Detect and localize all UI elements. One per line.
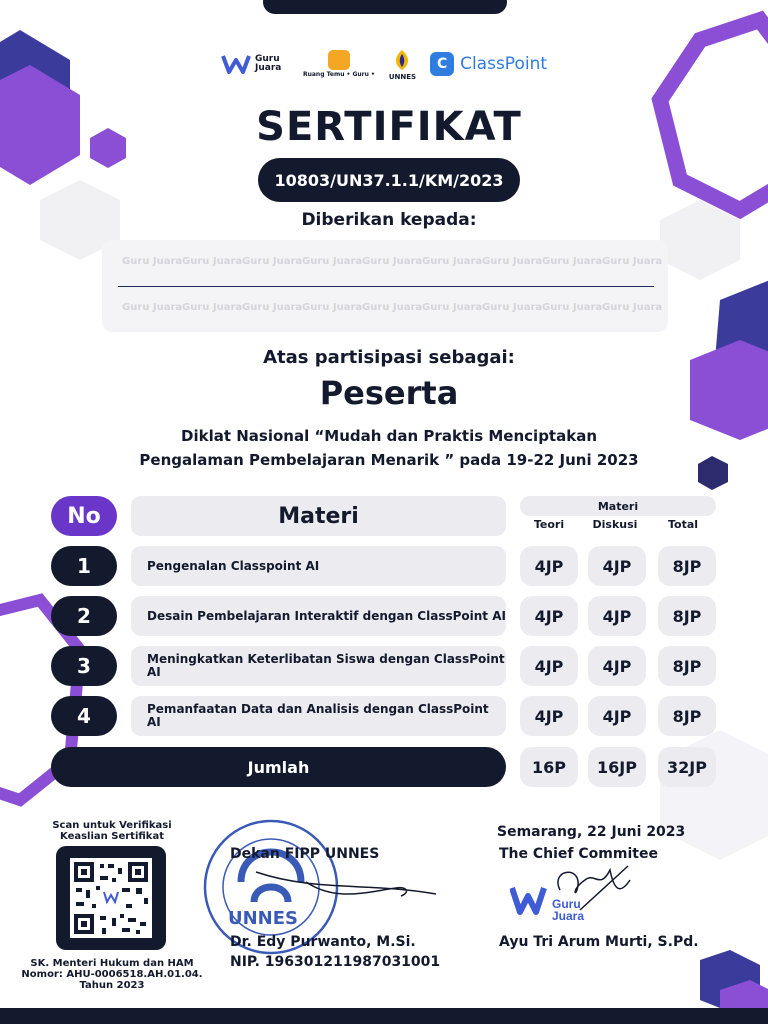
participation-label: Atas partisipasi sebagai: (263, 347, 515, 368)
table-header-materi: Materi (131, 496, 506, 536)
legal-line3: Tahun 2023 (79, 980, 145, 991)
watermark-text: Guru Juara (242, 302, 303, 313)
jumlah-teori: 16P (520, 747, 578, 787)
ruang-temu-guru-logo: Ruang Temu • Guru • (303, 50, 375, 78)
unnes-logo: UNNES (389, 48, 416, 81)
legal-info (20, 958, 204, 991)
jp-group-label: Materi (520, 496, 716, 516)
classpoint-logo: C ClassPoint (430, 52, 547, 76)
table-header-no: No (51, 496, 117, 536)
signer2-signature (510, 860, 640, 930)
row-number: 4 (51, 696, 117, 736)
signer1-nip: NIP. 196301211987031001 (230, 954, 441, 970)
watermark-text: Guru Juara (362, 302, 423, 313)
row-total: 8JP (658, 596, 716, 636)
signer2-name: Ayu Tri Arum Murti, S.Pd. (499, 934, 699, 950)
seal-label: UNNES (228, 908, 299, 929)
col-teori-label: Teori (533, 518, 565, 531)
qr-caption-line1: Scan untuk Verifikasi (52, 820, 172, 831)
ruang-temu-icon (328, 50, 350, 70)
watermark-text: Guru Juara (122, 256, 183, 267)
event-description-line2: Pengalaman Pembelajaran Menarik ” pada 19-22 Juni 2023 (139, 451, 639, 469)
col-diskusi-label: Diskusi (592, 518, 638, 531)
watermark-text: Guru Juara (482, 302, 543, 313)
row-teori: 4JP (520, 646, 578, 686)
row-materi: Pengenalan Classpoint AI (131, 546, 506, 586)
row-total: 8JP (658, 646, 716, 686)
watermark-text: Guru Juara (422, 302, 483, 313)
watermark-text: Guru Juara (302, 302, 363, 313)
row-materi: Meningkatkan Keterlibatan Siswa dengan ClassPoint AI (131, 646, 506, 686)
row-number: 1 (51, 546, 117, 586)
watermark-text: Guru Juara (302, 256, 363, 267)
watermark-text: Guru Juara (122, 302, 183, 313)
row-number: 2 (51, 596, 117, 636)
watermark-text: Guru Juara (482, 256, 543, 267)
row-teori: 4JP (520, 546, 578, 586)
qr-caption-line2: Keaslian Sertifikat (60, 831, 164, 842)
qr-code-icon (56, 846, 166, 950)
given-to-label: Diberikan kepada: (301, 210, 477, 230)
watermark-text: Guru Juara (182, 302, 243, 313)
signer2-title: The Chief Commitee (499, 846, 658, 862)
watermark-text: Guru Juara (542, 302, 603, 313)
svg-text:Juara: Juara (552, 909, 585, 923)
unnes-emblem-icon (389, 48, 415, 72)
row-diskusi: 4JP (588, 596, 646, 636)
row-materi: Pemanfaatan Data dan Analisis dengan ClassPoint AI (131, 696, 506, 736)
row-diskusi: 4JP (588, 646, 646, 686)
table-header-jp (520, 496, 716, 536)
event-description-line1: Diklat Nasional “Mudah dan Praktis Menciptakan (181, 427, 597, 445)
jumlah-diskusi: 16JP (588, 747, 646, 787)
watermark-text: Guru Juara (422, 256, 483, 267)
row-number: 3 (51, 646, 117, 686)
signer1-title: Dekan FIPP UNNES (230, 846, 380, 862)
watermark-text: Guru Juara (602, 256, 663, 267)
certificate-number: 10803/UN37.1.1/KM/2023 (258, 158, 520, 202)
qr-caption (30, 820, 194, 842)
certificate-title: SERTIFIKAT (256, 104, 522, 150)
signing-place-date: Semarang, 22 Juni 2023 (497, 824, 686, 840)
watermark-text: Guru Juara (602, 302, 663, 313)
jumlah-label: Jumlah (51, 747, 506, 787)
guru-juara-logo: Guru Juara (221, 52, 289, 76)
row-total: 8JP (658, 696, 716, 736)
watermark-text: Guru Juara (542, 256, 603, 267)
watermark-text: Guru Juara (182, 256, 243, 267)
name-underline (118, 286, 654, 287)
qr-code-frame[interactable] (56, 846, 166, 950)
jumlah-total: 32JP (658, 747, 716, 787)
watermark-text: Guru Juara (362, 256, 423, 267)
legal-line2: Nomor: AHU-0006518.AH.01.04. (21, 969, 203, 980)
row-teori: 4JP (520, 696, 578, 736)
row-diskusi: 4JP (588, 696, 646, 736)
row-diskusi: 4JP (588, 546, 646, 586)
col-total-label: Total (667, 518, 699, 531)
logo-row (0, 42, 768, 86)
watermark-text: Guru Juara (242, 256, 303, 267)
classpoint-icon: C (430, 52, 454, 76)
signer1-name: Dr. Edy Purwanto, M.Si. (230, 934, 416, 950)
legal-line1: SK. Menteri Hukum dan HAM (30, 958, 194, 969)
row-teori: 4JP (520, 596, 578, 636)
row-total: 8JP (658, 546, 716, 586)
guru-juara-icon (221, 52, 251, 76)
svg-text:Guru: Guru (552, 897, 581, 911)
role-title: Peserta (319, 374, 459, 412)
row-materi: Desain Pembelajaran Interaktif dengan ClassPoint AI (131, 596, 506, 636)
